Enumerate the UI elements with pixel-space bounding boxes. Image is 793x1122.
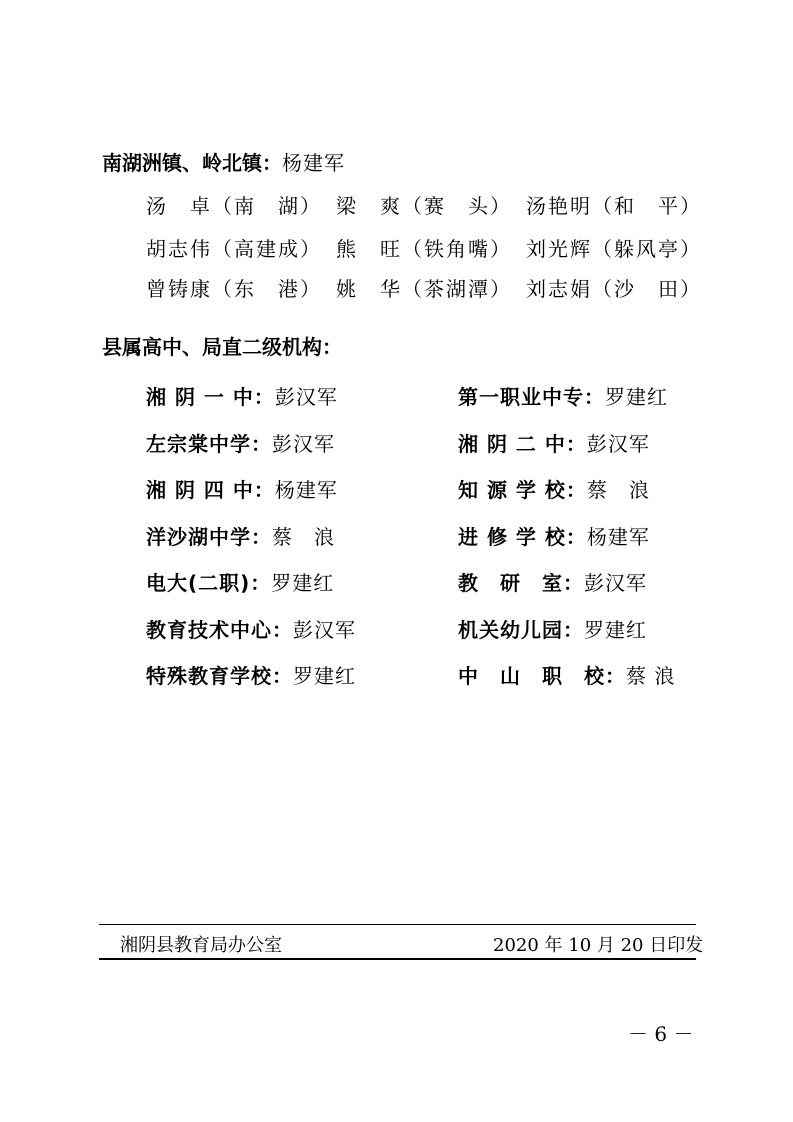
member-entry: 刘光辉（躲风亭）	[526, 237, 702, 261]
page-number: － 6 －	[628, 1022, 694, 1046]
institution-entry	[146, 381, 338, 410]
institution-person: 彭汉军	[586, 432, 650, 456]
member-entry: 汤 卓（南 湖）	[146, 194, 322, 218]
institution-entry	[458, 614, 647, 643]
section-heading-text: 南湖洲镇、岭北镇：	[102, 151, 282, 175]
institution-entry	[458, 381, 668, 410]
member-row	[146, 273, 706, 302]
institution-entry	[146, 521, 335, 550]
institution-entry	[458, 428, 650, 457]
member-entry: 刘志娟（沙 田）	[526, 277, 702, 301]
institution-person: 蔡 浪	[272, 525, 335, 549]
institution-entry	[146, 567, 334, 596]
section-heading-nanhuzhou	[102, 147, 345, 176]
member-entry: 熊 旺（铁角嘴）	[336, 237, 512, 261]
institution-entry	[458, 567, 647, 596]
institution-name: 湘 阴 四 中：	[146, 478, 275, 502]
institution-name: 湘 阴 二 中：	[458, 432, 587, 456]
institution-person: 彭汉军	[584, 571, 647, 595]
institution-person: 杨建军	[586, 525, 650, 549]
institution-name: 进 修 学 校：	[458, 525, 587, 549]
member-row	[146, 190, 706, 219]
institution-name: 中 山 职 校：	[458, 664, 626, 688]
institution-person: 彭汉军	[272, 432, 335, 456]
member-entry: 胡志伟（高建成）	[146, 237, 322, 261]
institution-entry	[458, 660, 675, 689]
institution-entry	[146, 660, 356, 689]
institution-entry	[458, 521, 650, 550]
institution-person: 彭汉军	[274, 385, 338, 409]
institution-name: 湘 阴 一 中：	[146, 385, 275, 409]
institution-entry	[146, 428, 335, 457]
institution-name: 特殊教育学校：	[146, 664, 293, 688]
institution-person: 罗建红	[271, 571, 335, 595]
institution-entry	[146, 614, 356, 643]
member-entry: 梁 爽（赛 头）	[336, 194, 512, 218]
section-person: 杨建军	[282, 151, 345, 175]
footer-issuer: 湘阴县教育局办公室	[120, 935, 282, 956]
member-entry: 曾铸康（东 港）	[146, 277, 322, 301]
institution-person: 蔡 浪	[626, 664, 676, 688]
footer-date: 2020 年 10 月 20 日印发	[493, 935, 704, 956]
institution-name: 知 源 学 校：	[458, 478, 587, 502]
institution-person: 罗建红	[293, 664, 356, 688]
section-heading-county-schools: 县属高中、局直二级机构：	[102, 335, 342, 359]
institution-person: 杨建军	[274, 478, 338, 502]
institution-person: 罗建红	[605, 385, 668, 409]
institution-name: 教 研 室：	[458, 571, 584, 595]
institution-person: 罗建红	[584, 618, 647, 642]
footer-top-rule	[99, 924, 696, 925]
institution-name: 电大(二职)：	[146, 571, 272, 595]
institution-person: 蔡 浪	[586, 478, 650, 502]
member-entry: 汤艳明（和 平）	[526, 194, 702, 218]
member-entry: 姚 华（茶湖潭）	[336, 277, 512, 301]
institution-name: 洋沙湖中学：	[146, 525, 272, 549]
institution-person: 彭汉军	[293, 618, 356, 642]
institution-name: 第一职业中专：	[458, 385, 605, 409]
institution-name: 机关幼儿园：	[458, 618, 584, 642]
footer-bottom-rule	[99, 958, 696, 960]
institution-name: 左宗棠中学：	[146, 432, 272, 456]
institution-entry	[458, 474, 650, 503]
institution-entry	[146, 474, 338, 503]
member-row	[146, 233, 706, 262]
institution-name: 教育技术中心：	[146, 618, 293, 642]
